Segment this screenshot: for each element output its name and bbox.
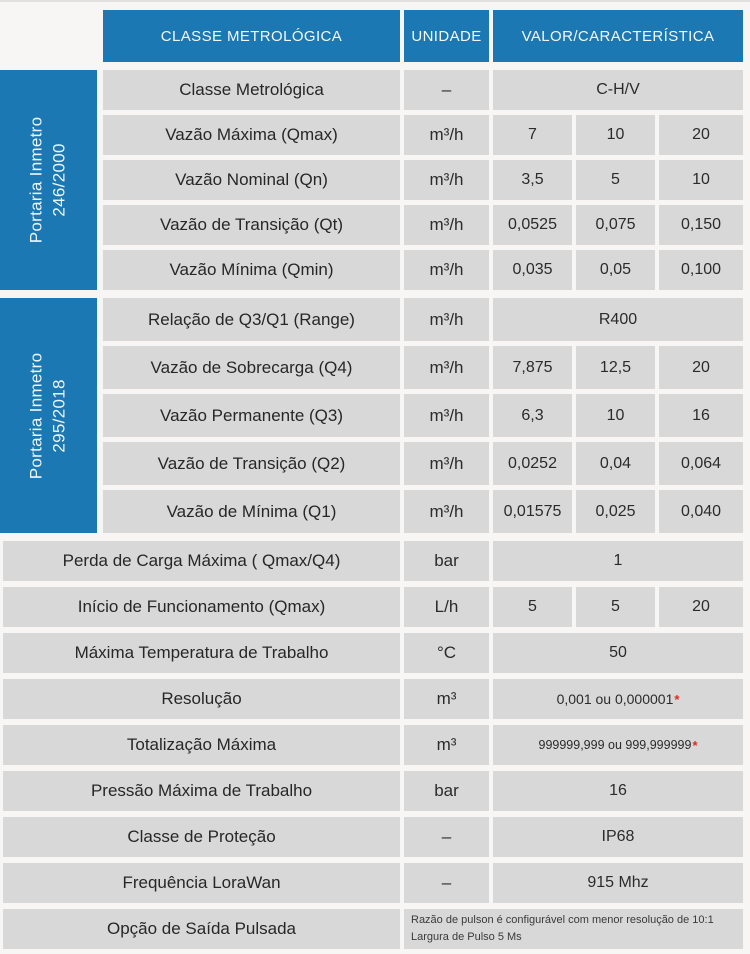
spec-row bbox=[103, 298, 743, 341]
row-label-cell: Vazão Nominal (Qn) bbox=[103, 160, 400, 200]
unit-cell: m³/h bbox=[404, 160, 489, 200]
table-header bbox=[103, 10, 750, 62]
spec-row bbox=[103, 346, 743, 389]
sidebar-line1: Portaria Inmetro bbox=[26, 352, 46, 479]
value-cell: 12,5 bbox=[576, 346, 655, 389]
sidebar-line2: 295/2018 bbox=[49, 378, 69, 453]
sidebar-label bbox=[26, 117, 72, 244]
span-value-text: 1 bbox=[613, 552, 623, 569]
row-label-cell: Resolução bbox=[3, 679, 400, 719]
column-header-valor-caracteristica: VALOR/CARACTERÍSTICA bbox=[493, 10, 743, 62]
unit-cell: m³/h bbox=[404, 346, 489, 389]
spec-row bbox=[3, 771, 750, 811]
row-label-cell: Vazão Máxima (Qmax) bbox=[103, 115, 400, 155]
value-cell: 0,035 bbox=[493, 250, 572, 290]
value-cell: 5 bbox=[576, 160, 655, 200]
row-label-cell: Relação de Q3/Q1 (Range) bbox=[103, 298, 400, 341]
spec-row bbox=[103, 442, 743, 485]
unit-cell: °C bbox=[404, 633, 489, 673]
unit-cell: m³ bbox=[404, 679, 489, 719]
row-label-cell: Pressão Máxima de Trabalho bbox=[3, 771, 400, 811]
value-cell: 5 bbox=[493, 587, 572, 627]
value-cell: 0,100 bbox=[659, 250, 743, 290]
span-value-cell bbox=[493, 541, 743, 581]
spec-row bbox=[3, 541, 750, 581]
unit-cell: m³/h bbox=[404, 115, 489, 155]
row-label-cell: Classe Metrológica bbox=[103, 70, 400, 110]
spec-row bbox=[3, 587, 750, 627]
spec-row bbox=[3, 863, 750, 903]
red-asterisk: * bbox=[692, 737, 698, 753]
value-cell: 0,0252 bbox=[493, 442, 572, 485]
sidebar-portaria-295-2018 bbox=[0, 298, 97, 533]
value-cell: 0,150 bbox=[659, 205, 743, 245]
unit-cell: – bbox=[404, 817, 489, 857]
note-cell bbox=[404, 909, 743, 949]
unit-cell: m³/h bbox=[404, 490, 489, 533]
sidebar-portaria-246-2000 bbox=[0, 70, 97, 290]
span-value-text: 0,001 ou 0,000001 bbox=[556, 691, 674, 707]
row-label-cell: Vazão de Sobrecarga (Q4) bbox=[103, 346, 400, 389]
spec-row bbox=[103, 250, 743, 290]
span-value-text: C-H/V bbox=[596, 81, 640, 98]
value-cell: 0,05 bbox=[576, 250, 655, 290]
spec-row bbox=[103, 115, 743, 155]
value-cell: 16 bbox=[659, 394, 743, 437]
unit-cell: m³/h bbox=[404, 442, 489, 485]
span-value-text: 915 Mhz bbox=[587, 874, 649, 891]
value-cell: 10 bbox=[576, 394, 655, 437]
row-label-cell: Máxima Temperatura de Trabalho bbox=[3, 633, 400, 673]
value-cell: 5 bbox=[576, 587, 655, 627]
column-header-classe-metrologica: CLASSE METROLÓGICA bbox=[103, 10, 400, 62]
note-line1: Razão de pulson é configurável com menor resolução de 10:1 bbox=[411, 913, 714, 926]
row-label-cell: Perda de Carga Máxima ( Qmax/Q4) bbox=[3, 541, 400, 581]
span-value-cell bbox=[493, 725, 743, 765]
value-cell: 0,04 bbox=[576, 442, 655, 485]
span-value-cell bbox=[493, 771, 743, 811]
spec-row bbox=[3, 817, 750, 857]
value-cell: 20 bbox=[659, 587, 743, 627]
value-cell: 20 bbox=[659, 115, 743, 155]
row-label-cell: Vazão de Mínima (Q1) bbox=[103, 490, 400, 533]
span-value-cell bbox=[493, 817, 743, 857]
row-label-cell: Vazão de Transição (Qt) bbox=[103, 205, 400, 245]
span-value-text: 16 bbox=[609, 782, 627, 799]
row-label-cell: Frequência LoraWan bbox=[3, 863, 400, 903]
value-cell: 0,025 bbox=[576, 490, 655, 533]
row-label-cell: Vazão Mínima (Qmin) bbox=[103, 250, 400, 290]
span-value-cell bbox=[493, 70, 743, 110]
unit-cell: bar bbox=[404, 771, 489, 811]
unit-cell: bar bbox=[404, 541, 489, 581]
unit-cell: L/h bbox=[404, 587, 489, 627]
span-value-cell bbox=[493, 679, 743, 719]
unit-cell: – bbox=[404, 70, 489, 110]
row-label-cell: Classe de Proteção bbox=[3, 817, 400, 857]
row-label-cell: Vazão Permanente (Q3) bbox=[103, 394, 400, 437]
note-line2: Largura de Pulso 5 Ms bbox=[411, 931, 522, 943]
spec-row bbox=[3, 909, 750, 949]
row-label-cell: Vazão de Transição (Q2) bbox=[103, 442, 400, 485]
value-cell: 7,875 bbox=[493, 346, 572, 389]
value-cell: 0,064 bbox=[659, 442, 743, 485]
value-cell: 7 bbox=[493, 115, 572, 155]
span-value-text: 50 bbox=[609, 644, 627, 661]
section-portaria-295-2018 bbox=[0, 298, 750, 533]
span-value-cell bbox=[493, 863, 743, 903]
span-value-text: IP68 bbox=[601, 828, 635, 845]
span-value-text: 999999,999 ou 999,999999 bbox=[538, 738, 692, 752]
spec-row bbox=[3, 725, 750, 765]
value-cell: 3,5 bbox=[493, 160, 572, 200]
sidebar-label bbox=[26, 352, 72, 479]
sidebar-line1: Portaria Inmetro bbox=[26, 116, 46, 244]
spec-row bbox=[103, 394, 743, 437]
unit-cell: m³ bbox=[404, 725, 489, 765]
section-rows bbox=[103, 298, 743, 533]
value-cell: 10 bbox=[576, 115, 655, 155]
unit-cell: m³/h bbox=[404, 205, 489, 245]
column-header-unidade: UNIDADE bbox=[404, 10, 489, 62]
section-rows bbox=[103, 70, 743, 290]
spec-row bbox=[103, 70, 743, 110]
row-label-cell: Totalização Máxima bbox=[3, 725, 400, 765]
spec-row bbox=[103, 205, 743, 245]
unit-cell: m³/h bbox=[404, 250, 489, 290]
spec-row bbox=[103, 160, 743, 200]
unit-cell: m³/h bbox=[404, 394, 489, 437]
unit-cell: m³/h bbox=[404, 298, 489, 341]
unit-cell: – bbox=[404, 863, 489, 903]
value-cell: 10 bbox=[659, 160, 743, 200]
value-cell: 6,3 bbox=[493, 394, 572, 437]
value-cell: 0,01575 bbox=[493, 490, 572, 533]
value-cell: 0,040 bbox=[659, 490, 743, 533]
spec-row bbox=[103, 490, 743, 533]
row-label-cell: Início de Funcionamento (Qmax) bbox=[3, 587, 400, 627]
span-value-text: R400 bbox=[598, 310, 638, 328]
value-cell: 20 bbox=[659, 346, 743, 389]
section-portaria-246-2000 bbox=[0, 70, 750, 290]
value-cell: 0,0525 bbox=[493, 205, 572, 245]
red-asterisk: * bbox=[674, 691, 680, 707]
general-spec-rows bbox=[3, 541, 750, 949]
span-value-cell bbox=[493, 633, 743, 673]
span-value-cell bbox=[493, 298, 743, 341]
sidebar-line2: 246/2000 bbox=[49, 143, 69, 217]
spec-row bbox=[3, 679, 750, 719]
row-label-cell: Opção de Saída Pulsada bbox=[3, 909, 400, 949]
value-cell: 0,075 bbox=[576, 205, 655, 245]
spec-row bbox=[3, 633, 750, 673]
